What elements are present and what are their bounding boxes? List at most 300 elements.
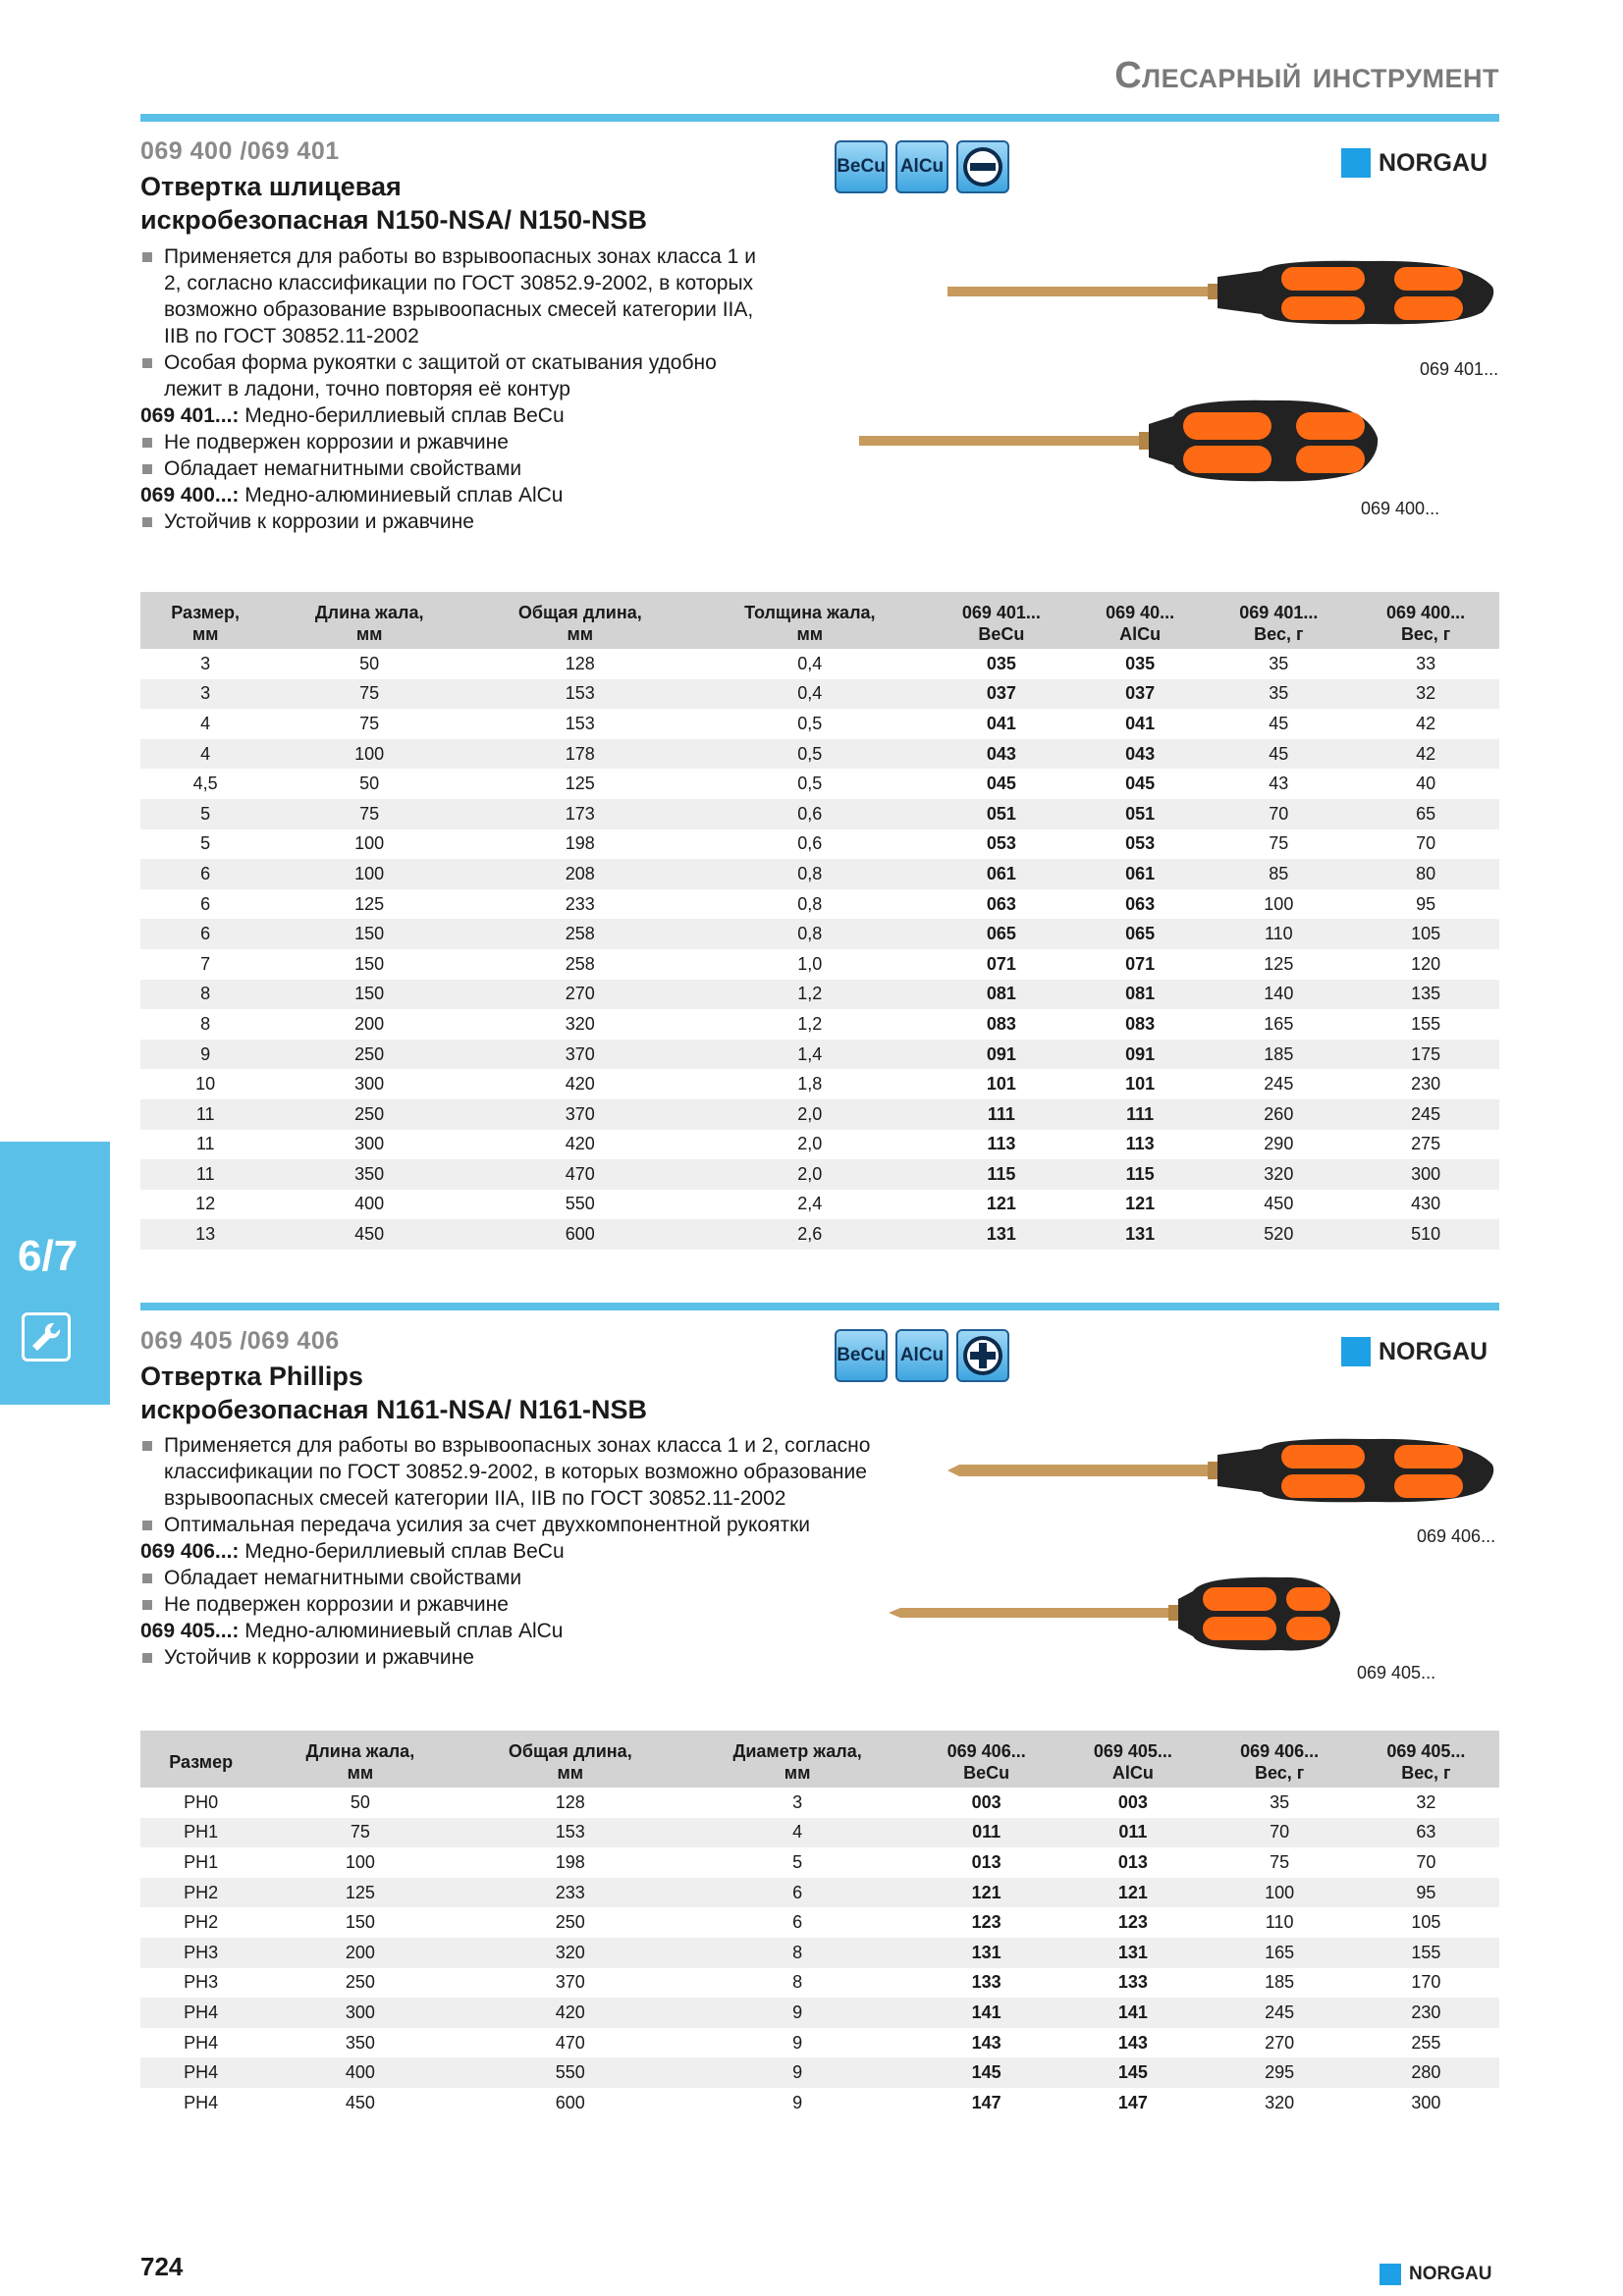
table-cell: 250 <box>270 1040 468 1070</box>
column-header <box>692 592 928 649</box>
table-cell: 6 <box>140 919 270 949</box>
table-cell: 121 <box>1059 1878 1206 1908</box>
product1-caption-top: 069 401... <box>1420 359 1499 379</box>
table-cell: 32 <box>1416 1791 1436 1812</box>
table-cell: 065 <box>928 919 1075 949</box>
table-cell: 250 <box>345 1972 375 1993</box>
column-header-line: Размер, <box>171 603 241 622</box>
column-header-line: Вес, г <box>1254 624 1304 644</box>
table-cell: 2,0 <box>797 1134 823 1154</box>
column-header-line: 069 400... <box>1386 603 1466 622</box>
material-name: Медно-бериллиевый сплав BeCu <box>239 404 565 427</box>
table-cell: 295 <box>1207 2057 1353 2088</box>
column-header-line: 069 401... <box>961 603 1041 622</box>
table-cell: 9 <box>681 2057 913 2088</box>
bullet-continuation: 2, согласно классификации по ГОСТ 30852.9-2002, в которых <box>164 272 754 294</box>
table-cell: 035 <box>1125 653 1156 673</box>
table-cell: 65 <box>1352 799 1499 829</box>
table-row <box>140 2088 1499 2118</box>
table-cell: 037 <box>1075 679 1206 710</box>
table-cell: 11 <box>140 1099 270 1130</box>
table-cell: 003 <box>971 1791 1001 1812</box>
table-cell: 133 <box>971 1972 1001 1993</box>
table-cell: 043 <box>928 739 1075 770</box>
table-cell: 111 <box>1075 1099 1206 1130</box>
column-header <box>1353 1731 1499 1788</box>
table-cell: 8 <box>792 1972 803 1993</box>
table-cell: 1,8 <box>797 1074 823 1095</box>
slotted-tip-icon <box>956 140 1009 193</box>
material-heading <box>140 1618 946 1644</box>
table-cell: 208 <box>468 859 692 889</box>
material-code: 069 405...: <box>140 1620 240 1642</box>
table-cell: 011 <box>913 1818 1059 1848</box>
bullet-item: Оптимальная передача усилия за счет двухкомпонентной рукоятки <box>140 1512 946 1538</box>
column-header-line: 069 40... <box>1106 603 1175 622</box>
table-cell: 125 <box>1264 953 1294 974</box>
table-cell: 250 <box>555 1912 585 1933</box>
table-cell: 1,2 <box>692 980 928 1010</box>
table-row <box>140 919 1499 949</box>
table-cell: 100 <box>1207 1878 1353 1908</box>
table-cell: 12 <box>195 1194 216 1214</box>
bullet-item: Не подвержен коррозии и ржавчине <box>140 1591 946 1618</box>
column-header <box>270 592 468 649</box>
table-cell: 4,5 <box>192 774 218 794</box>
table-cell: 420 <box>565 1134 595 1154</box>
column-header-line: 069 405... <box>1386 1741 1466 1761</box>
bullet-continuation: классификации по ГОСТ 30852.9-2002, в которых возможно образование <box>164 1461 867 1483</box>
table-cell: 121 <box>986 1194 1016 1214</box>
table-cell: 0,6 <box>692 799 928 829</box>
brand-name: NORGAU <box>1409 2264 1492 2284</box>
product1-description <box>140 243 828 535</box>
table-cell: 115 <box>1075 1159 1206 1190</box>
table-cell: 9 <box>140 1040 270 1070</box>
table-cell: 3 <box>140 679 270 710</box>
table-row <box>140 1099 1499 1130</box>
brand-logo-product2 <box>1341 1337 1488 1366</box>
table-cell: 8 <box>681 1938 913 1968</box>
bullet-continuation: взрывоопасных смесей категории IIA, IIB по ГОСТ 30852.11-2002 <box>164 1487 786 1510</box>
table-cell: 113 <box>987 1134 1016 1154</box>
table-cell: 4 <box>140 739 270 770</box>
table-cell: 063 <box>986 893 1016 914</box>
table-cell: 133 <box>1117 1972 1148 1993</box>
column-header-line: мм <box>567 624 594 644</box>
column-header <box>468 592 692 649</box>
product1-title-line2: искробезопасная N150-NSA/ N150-NSB <box>140 205 648 235</box>
bullet-item: Устойчив к коррозии и ржавчине <box>140 508 828 535</box>
table-cell: 35 <box>1205 679 1352 710</box>
table-row <box>140 1968 1499 1999</box>
table-cell: 85 <box>1205 859 1352 889</box>
table-cell: 275 <box>1411 1134 1441 1154</box>
product2-badges <box>835 1329 1009 1382</box>
table-cell: 071 <box>1125 953 1156 974</box>
table-cell: PH1 <box>184 1851 219 1872</box>
table-cell: 110 <box>1205 919 1352 949</box>
table-row <box>140 649 1499 679</box>
table-cell: 233 <box>459 1878 681 1908</box>
product1-code: 069 400 /069 401 <box>140 137 340 165</box>
table-cell: 2,0 <box>692 1099 928 1130</box>
table-cell: 0,8 <box>797 893 823 914</box>
table-cell: 110 <box>1265 1912 1294 1933</box>
product2-title-line2: искробезопасная N161-NSA/ N161-NSB <box>140 1395 648 1424</box>
table-row <box>140 1907 1499 1938</box>
table-cell: 185 <box>1265 1972 1295 1993</box>
table-cell: PH2 <box>184 1912 219 1933</box>
column-header-line: Общая длина, <box>517 603 642 622</box>
column-header <box>140 592 270 649</box>
product1-title <box>140 170 647 237</box>
table-cell: 0,5 <box>692 739 928 770</box>
screwdriver-slotted-becu-image <box>947 257 1497 328</box>
table-cell: 091 <box>928 1040 1075 1070</box>
table-row <box>140 1938 1499 1968</box>
table-cell: 10 <box>195 1074 216 1095</box>
table-cell: 50 <box>350 1791 370 1812</box>
becu-badge: BeCu <box>835 1329 888 1382</box>
table-cell: 3 <box>200 653 211 673</box>
chapter-tab-label: 6/7 <box>18 1232 79 1280</box>
column-header-line: AlCu <box>1111 1763 1154 1783</box>
column-header-line: Общая длина, <box>508 1741 632 1761</box>
product2-description <box>140 1432 946 1671</box>
column-header-line: мм <box>355 624 383 644</box>
table-cell: 35 <box>1270 1791 1290 1812</box>
table-row <box>140 1998 1499 2028</box>
page-number: 724 <box>140 2252 184 2281</box>
material-code: 069 401...: <box>140 404 240 427</box>
table-cell: PH4 <box>184 2092 219 2112</box>
table-cell: 013 <box>971 1851 1001 1872</box>
table-cell: 100 <box>345 1851 375 1872</box>
table-cell: 270 <box>468 980 692 1010</box>
table-cell: 75 <box>1270 1851 1290 1872</box>
table-cell: 120 <box>1411 953 1441 974</box>
table-cell: 470 <box>555 2032 585 2053</box>
table-cell: 300 <box>354 1134 385 1154</box>
table-cell: PH4 <box>140 1998 261 2028</box>
table-cell: 101 <box>1125 1074 1156 1095</box>
table-cell: 041 <box>986 713 1016 733</box>
table-cell: 45 <box>1205 739 1352 770</box>
table-row <box>140 1069 1499 1099</box>
table-cell: 165 <box>1264 1013 1294 1034</box>
table-cell: 125 <box>354 893 385 914</box>
table-cell: 420 <box>565 1074 595 1095</box>
brand-logo-product1 <box>1341 148 1488 178</box>
table-cell: 520 <box>1205 1219 1352 1250</box>
table-cell: 290 <box>1264 1134 1294 1154</box>
column-header-line: Вес, г <box>1254 1763 1305 1783</box>
table-header-row <box>140 1731 1499 1788</box>
table-cell: 037 <box>928 679 1075 710</box>
product1-badges <box>835 140 1009 193</box>
table-cell: 175 <box>1352 1040 1499 1070</box>
table-cell: 75 <box>1269 833 1289 854</box>
table-cell: 100 <box>354 833 385 854</box>
table-row <box>140 1219 1499 1250</box>
table-cell: 153 <box>459 1818 681 1848</box>
table-cell: 150 <box>345 1912 375 1933</box>
table-row <box>140 1818 1499 1848</box>
table-cell: 200 <box>354 1013 385 1034</box>
table-cell: 320 <box>1205 1159 1352 1190</box>
table-cell: 450 <box>1264 1194 1294 1214</box>
table-row <box>140 769 1499 799</box>
phillips-tip-icon <box>956 1329 1009 1382</box>
column-header <box>1207 1731 1353 1788</box>
material-heading <box>140 402 828 429</box>
table-cell: 115 <box>928 1159 1075 1190</box>
table-cell: 003 <box>1117 1791 1148 1812</box>
table-cell: 11 <box>195 1134 215 1154</box>
table-cell: 123 <box>1117 1912 1148 1933</box>
column-header-line: Длина жала, <box>314 603 424 622</box>
table-cell: 450 <box>345 2092 375 2112</box>
column-header-line: 069 401... <box>1239 603 1319 622</box>
table-cell: 300 <box>1352 1159 1499 1190</box>
table-cell: 9 <box>792 2032 803 2053</box>
column-header <box>1059 1731 1206 1788</box>
table-cell: 111 <box>928 1099 1075 1130</box>
table-cell: 105 <box>1352 919 1499 949</box>
table-cell: 450 <box>270 1219 468 1250</box>
table-cell: 8 <box>140 980 270 1010</box>
table-cell: 50 <box>359 653 380 673</box>
product2-caption-top: 069 406... <box>1417 1526 1496 1546</box>
bullet-item: Применяется для работы во взрывоопасных зонах класса 1 и 2, согласно <box>140 1432 946 1459</box>
table-cell: 4 <box>200 713 211 733</box>
table-cell: 5 <box>140 799 270 829</box>
table-cell: 100 <box>270 859 468 889</box>
table-cell: 370 <box>555 1972 585 1993</box>
table-row <box>140 2028 1499 2058</box>
table-cell: 147 <box>971 2092 1001 2112</box>
table-cell: 113 <box>1125 1134 1155 1154</box>
table-cell: 70 <box>1205 799 1352 829</box>
table-cell: 32 <box>1352 679 1499 710</box>
table-cell: 95 <box>1416 893 1436 914</box>
material-code: 069 400...: <box>140 484 240 507</box>
table-cell: 061 <box>1075 859 1206 889</box>
table-cell: 083 <box>986 1013 1016 1034</box>
product2-title-line1: Отвертка Phillips <box>140 1362 363 1391</box>
table-cell: 80 <box>1352 859 1499 889</box>
table-cell: 11 <box>140 1159 270 1190</box>
table-row <box>140 1788 1499 1818</box>
table-cell: 350 <box>345 2032 375 2053</box>
table-cell: 13 <box>140 1219 270 1250</box>
table-cell: 125 <box>261 1878 459 1908</box>
table-cell: 0,6 <box>797 833 823 854</box>
screwdriver-slotted-alcu-image <box>859 397 1380 485</box>
bullet-item: Обладает немагнитными свойствами <box>140 455 828 482</box>
table-cell: 3 <box>792 1791 803 1812</box>
table-cell: 600 <box>555 2092 585 2112</box>
bullet-continuation: IIB по ГОСТ 30852.11-2002 <box>164 325 419 347</box>
table-cell: 153 <box>565 713 595 733</box>
table-cell: 470 <box>468 1159 692 1190</box>
column-header-line: Вес, г <box>1401 1763 1451 1783</box>
section-title: Слесарный инструмент <box>1114 55 1499 96</box>
table-cell: 9 <box>792 2092 803 2112</box>
table-cell: PH3 <box>184 1972 219 1993</box>
becu-badge: BeCu <box>835 140 888 193</box>
table-cell: 43 <box>1269 774 1289 794</box>
table-cell: 320 <box>459 1938 681 1968</box>
material-heading <box>140 482 828 508</box>
table-cell: 141 <box>1059 1998 1206 2028</box>
table-cell: 1,0 <box>797 953 823 974</box>
table-cell: 510 <box>1352 1219 1499 1250</box>
column-header <box>459 1731 681 1788</box>
table-cell: 061 <box>928 859 1075 889</box>
table-cell: 258 <box>468 919 692 949</box>
table-cell: 245 <box>1352 1099 1499 1130</box>
table-cell: 6 <box>792 1912 803 1933</box>
table-cell: 600 <box>468 1219 692 1250</box>
table-cell: 400 <box>354 1194 385 1214</box>
table-cell: 081 <box>928 980 1075 1010</box>
column-header-line: BeCu <box>963 1763 1010 1783</box>
product2-spec-table <box>140 1731 1499 2118</box>
table-row <box>140 799 1499 829</box>
table-cell: 75 <box>270 679 468 710</box>
table-cell: 083 <box>1125 1013 1156 1034</box>
table-cell: 270 <box>1265 2032 1295 2053</box>
column-header-line: Вес, г <box>1400 624 1451 644</box>
table-cell: 35 <box>1269 653 1289 673</box>
table-cell: 101 <box>986 1074 1016 1095</box>
table-cell: 320 <box>1265 2092 1295 2112</box>
table-cell: 0,8 <box>692 859 928 889</box>
table-cell: 011 <box>1059 1818 1206 1848</box>
table-cell: 065 <box>1075 919 1206 949</box>
table-header-row <box>140 592 1499 649</box>
column-header-line: Толщина жала, <box>744 603 876 622</box>
table-cell: 300 <box>261 1998 459 2028</box>
footer-brand-logo <box>1380 2264 1491 2285</box>
product2-code: 069 405 /069 406 <box>140 1327 340 1355</box>
table-cell: 350 <box>270 1159 468 1190</box>
table-cell: 155 <box>1353 1938 1499 1968</box>
table-cell: 1,2 <box>797 1013 823 1034</box>
column-header <box>1205 592 1352 649</box>
table-cell: 128 <box>555 1791 585 1812</box>
table-cell: 400 <box>261 2057 459 2088</box>
table-cell: 170 <box>1411 1972 1441 1993</box>
column-header-line: Длина жала, <box>305 1741 415 1761</box>
material-code: 069 406...: <box>140 1540 240 1563</box>
table-cell: 131 <box>1059 1938 1206 1968</box>
brand-name: NORGAU <box>1379 1337 1488 1365</box>
table-cell: 255 <box>1411 2032 1441 2053</box>
table-cell: 143 <box>971 2032 1001 2053</box>
bullet-item: Устойчив к коррозии и ржавчине <box>140 1644 946 1671</box>
table-cell: 0,4 <box>692 679 928 710</box>
table-cell: 135 <box>1352 980 1499 1010</box>
table-row <box>140 980 1499 1010</box>
material-heading <box>140 1538 946 1565</box>
table-cell: 250 <box>270 1099 468 1130</box>
table-cell: 071 <box>986 953 1016 974</box>
table-cell: PH0 <box>184 1791 219 1812</box>
table-cell: 260 <box>1205 1099 1352 1130</box>
column-header <box>913 1731 1059 1788</box>
column-header-line: 069 406... <box>1240 1741 1320 1761</box>
table-cell: 0,5 <box>797 774 823 794</box>
table-cell: 320 <box>565 1013 595 1034</box>
column-header-line: AlCu <box>1119 624 1162 644</box>
table-row <box>140 1847 1499 1878</box>
table-cell: 150 <box>354 953 385 974</box>
table-cell: 051 <box>928 799 1075 829</box>
table-cell: 2,4 <box>797 1194 823 1214</box>
table-cell: 155 <box>1411 1013 1441 1034</box>
table-cell: 370 <box>468 1099 692 1130</box>
table-cell: PH1 <box>140 1818 261 1848</box>
table-cell: 053 <box>1125 833 1156 854</box>
bullet-continuation: возможно образование взрывоопасных смесей категории IIA, <box>164 298 754 321</box>
alcu-badge: AlCu <box>895 140 948 193</box>
table-cell: 258 <box>565 953 595 974</box>
brand-square-icon <box>1341 1337 1371 1366</box>
table-cell: 153 <box>468 679 692 710</box>
table-cell: 200 <box>261 1938 459 1968</box>
material-name: Медно-алюминиевый сплав AlCu <box>239 484 564 507</box>
table-cell: 121 <box>1125 1194 1156 1214</box>
table-cell: 125 <box>565 774 595 794</box>
table-cell: 173 <box>468 799 692 829</box>
table-cell: 230 <box>1353 1998 1499 2028</box>
screwdriver-phillips-alcu-image <box>889 1574 1438 1652</box>
table-cell: 370 <box>468 1040 692 1070</box>
table-cell: 8 <box>200 1013 211 1034</box>
table-cell: 245 <box>1264 1074 1294 1095</box>
table-cell: 0,4 <box>797 653 823 673</box>
table-cell: 123 <box>971 1912 1001 1933</box>
brand-square-icon <box>1380 2264 1401 2285</box>
table-row <box>140 1878 1499 1908</box>
table-cell: 70 <box>1207 1818 1353 1848</box>
brand-name: NORGAU <box>1379 148 1488 177</box>
column-header <box>261 1731 459 1788</box>
table-cell: 50 <box>359 774 380 794</box>
table-cell: 4 <box>681 1818 913 1848</box>
table-cell: 145 <box>1059 2057 1206 2088</box>
table-cell: 178 <box>468 739 692 770</box>
table-cell: 6 <box>681 1878 913 1908</box>
section-rule <box>140 1303 1499 1310</box>
table-cell: 131 <box>1075 1219 1206 1250</box>
product2-title <box>140 1360 647 1426</box>
table-cell: 013 <box>1117 1851 1148 1872</box>
column-header-line: мм <box>191 624 219 644</box>
table-cell: 63 <box>1353 1818 1499 1848</box>
table-cell: 045 <box>1125 774 1156 794</box>
table-cell: 300 <box>1411 2092 1441 2112</box>
table-cell: 035 <box>986 653 1016 673</box>
table-cell: 041 <box>1125 713 1156 733</box>
table-row <box>140 739 1499 770</box>
brand-square-icon <box>1341 148 1371 178</box>
table-cell: 550 <box>565 1194 595 1214</box>
table-cell: 45 <box>1269 713 1289 733</box>
